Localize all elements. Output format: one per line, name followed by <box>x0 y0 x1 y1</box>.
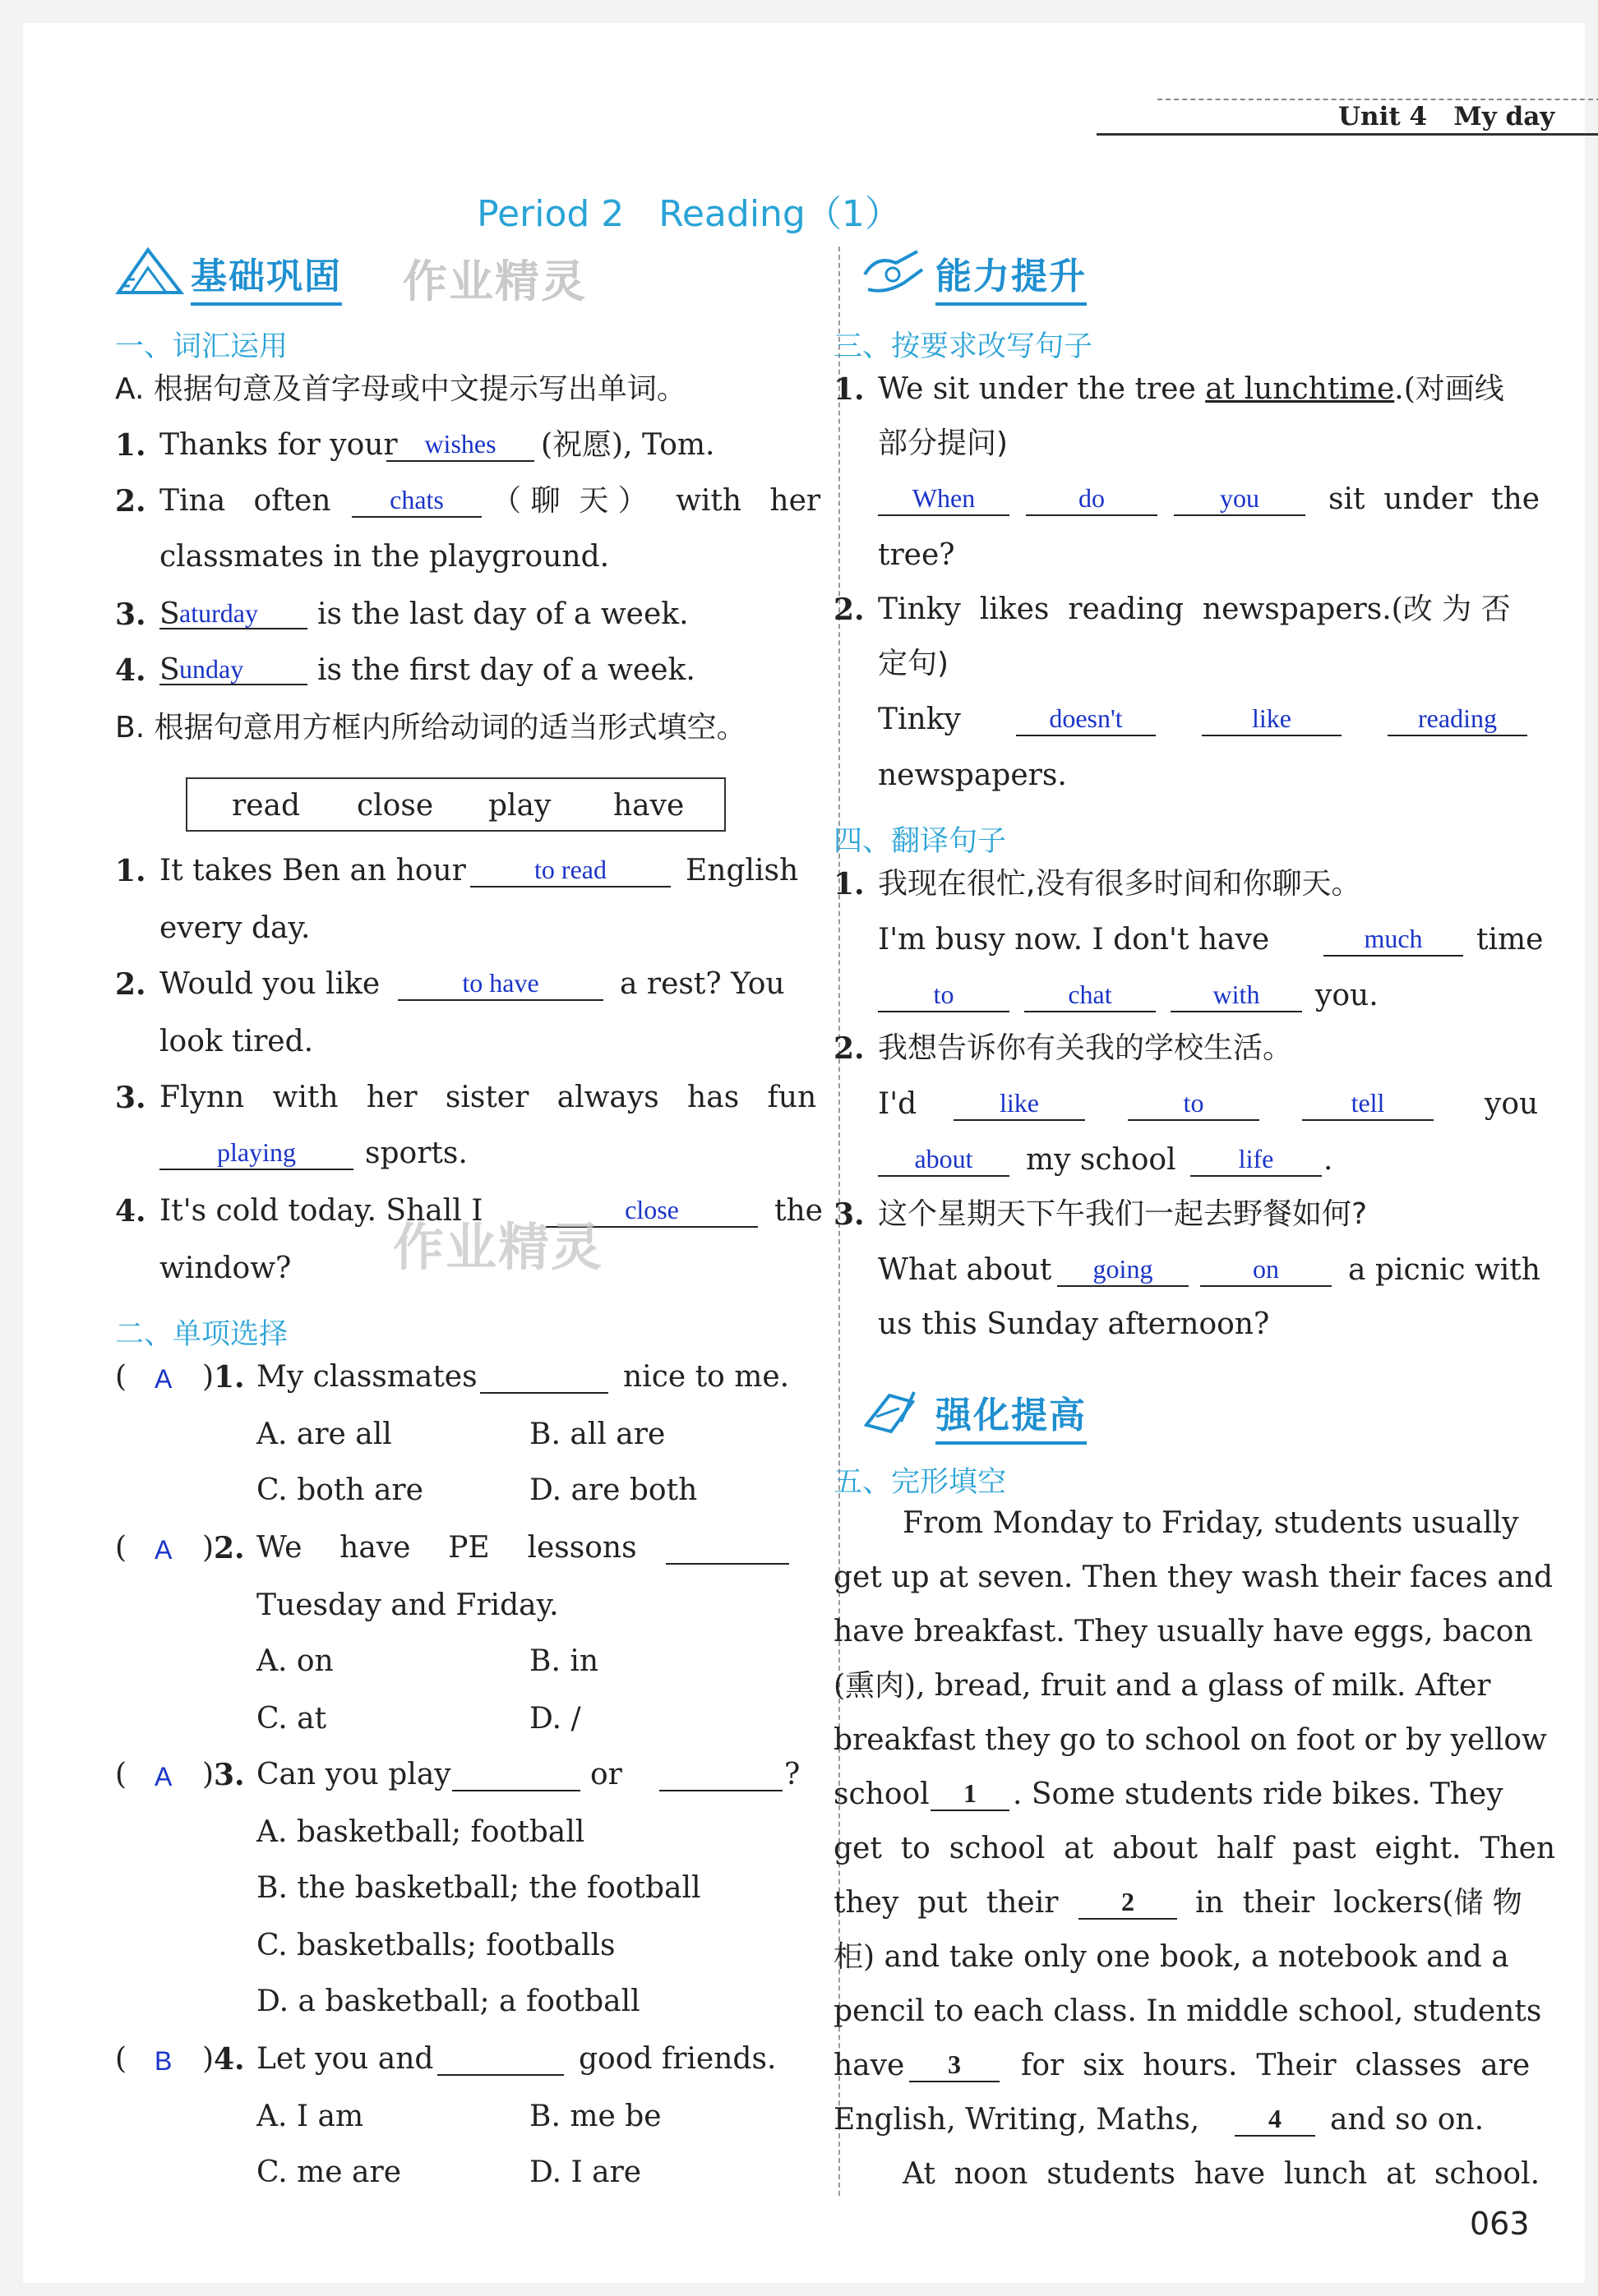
passage-line: school <box>834 1777 930 1811</box>
q-text: (祝愿), Tom. <box>541 428 715 462</box>
passage-line: for six hours. Their classes are <box>1021 2049 1531 2082</box>
answer-blank[interactable]: When <box>878 485 1009 516</box>
answer-blank[interactable]: on <box>1200 1256 1332 1287</box>
q-number: 2. <box>834 592 865 627</box>
option[interactable]: C. me are <box>256 2155 402 2189</box>
q-number: 2. <box>115 967 146 1002</box>
ruler-icon <box>115 245 184 297</box>
left-paren: ( <box>115 2042 127 2076</box>
option[interactable]: B. in <box>529 1644 599 1678</box>
q-number: 3. <box>115 1081 146 1115</box>
answer-blank[interactable]: tell <box>1302 1090 1434 1121</box>
q-number: 4. <box>115 1194 146 1229</box>
answer-blank <box>452 1760 580 1791</box>
section-title-strengthen: 强化提高 <box>935 1385 1087 1445</box>
strengthen-section-header <box>860 1379 1123 1440</box>
passage-line: breakfast they go to school on foot or by yellow <box>834 1723 1547 1757</box>
q-number: 4. <box>214 2042 245 2077</box>
q-text: It takes Ben an hour <box>159 854 466 888</box>
answer-blank[interactable]: much <box>1323 925 1463 957</box>
q-text: What about <box>878 1253 1052 1287</box>
answer-blank[interactable]: chats <box>352 486 482 518</box>
ability-section-header <box>860 240 1123 301</box>
passage-line: pencil to each class. In middle school, students <box>834 1994 1542 2028</box>
first-letter: S <box>159 653 180 687</box>
first-letter: S <box>159 597 180 631</box>
partB-instruction: B. 根据句意用方框内所给动词的适当形式填空。 <box>115 711 746 745</box>
q-text: us this Sunday afternoon? <box>878 1307 1270 1341</box>
q-text: Would you like <box>159 967 381 1001</box>
answer-blank[interactable]: to have <box>398 970 603 1001</box>
passage-line: (熏肉), bread, fruit and a glass of milk. After <box>834 1669 1491 1703</box>
passage-line: At noon students have lunch at school. <box>903 2157 1540 2191</box>
q-text: you. <box>1315 979 1379 1012</box>
answer-blank[interactable]: to <box>878 981 1009 1012</box>
passage-line: they put their <box>834 1886 1059 1920</box>
q-text: my school <box>1026 1143 1176 1177</box>
q-text: Tinky <box>878 703 961 736</box>
foundation-section-header <box>115 240 386 301</box>
passage-line: in their lockers(储 物 <box>1195 1886 1522 1920</box>
answer-blank[interactable]: close <box>546 1196 758 1228</box>
option[interactable]: B. the basketball; the football <box>256 1871 701 1905</box>
partA-instruction: A. 根据句意及首字母或中文提示写出单词。 <box>115 372 686 406</box>
q-text: Flynn with her sister always has fun <box>159 1081 817 1114</box>
book-pen-icon <box>860 1384 929 1436</box>
cloze-blank[interactable]: 1 <box>931 1780 1009 1811</box>
q-text: 定句) <box>878 647 949 680</box>
right-paren: ) <box>202 1360 215 1394</box>
choice-heading: 二、单项选择 <box>115 1318 289 1351</box>
q-text: look tired. <box>159 1025 314 1058</box>
choice-answer[interactable]: B <box>155 2046 173 2076</box>
option[interactable]: D. / <box>529 1702 581 1736</box>
section-title-foundation: 基础巩固 <box>191 247 342 306</box>
header-rule <box>1097 133 1598 136</box>
q-number: 1. <box>115 854 146 888</box>
q-text: is the last day of a week. <box>317 597 689 631</box>
answer-blank <box>659 1760 783 1791</box>
passage-line: 柜) and take only one book, a notebook and a <box>834 1940 1509 1974</box>
q-text: sit under the <box>1328 482 1540 516</box>
right-paren: ) <box>202 1531 215 1565</box>
answer-blank[interactable]: unday <box>159 656 307 685</box>
answer-blank[interactable]: to read <box>470 856 671 888</box>
header-dashed-rule <box>1157 99 1598 100</box>
watermark: 作业精灵 <box>403 256 587 307</box>
q-text: good friends. <box>579 2042 777 2076</box>
q-text: I'd <box>878 1087 917 1121</box>
q-text: 这个星期天下午我们一起去野餐如何? <box>878 1197 1368 1231</box>
passage-line: get to school at about half past eight. Then <box>834 1832 1556 1865</box>
q-text: I'm busy now. I don't have <box>878 923 1270 957</box>
rewrite-heading: 三、按要求改写句子 <box>834 330 1093 363</box>
q-text: time <box>1476 923 1544 957</box>
q-text: a rest? You <box>620 967 785 1001</box>
answer-blank <box>480 1362 608 1394</box>
box-word: play <box>488 789 552 823</box>
q-number: 2. <box>115 484 146 519</box>
translate-heading: 四、翻译句子 <box>834 825 1007 858</box>
answer-blank[interactable]: like <box>1202 705 1342 736</box>
q-text: window? <box>159 1252 292 1285</box>
q-text <box>878 372 1504 406</box>
q-number: 1. <box>214 1360 245 1395</box>
answer-blank[interactable]: doesn't <box>1016 705 1156 736</box>
q-text: or <box>590 1758 622 1791</box>
watermark: 作业精灵 <box>393 1217 604 1277</box>
q-text-part: .(对画线 <box>1394 372 1504 406</box>
cloze-heading: 五、完形填空 <box>834 1466 1007 1499</box>
answer-blank[interactable]: aturday <box>159 600 307 629</box>
option[interactable]: A. I am <box>256 2100 364 2133</box>
q-text: sports. <box>365 1136 468 1170</box>
q-number: 3. <box>214 1758 245 1792</box>
answer-blank[interactable]: life <box>1190 1146 1322 1177</box>
option[interactable]: B. all are <box>529 1418 666 1451</box>
unit-header <box>1338 102 1554 131</box>
left-paren: ( <box>115 1360 127 1394</box>
answer-blank[interactable]: like <box>954 1090 1085 1121</box>
answer-blank[interactable]: do <box>1026 485 1157 516</box>
q-text: the <box>774 1194 823 1228</box>
q-number: 3. <box>115 597 146 632</box>
q-text: 部分提问) <box>878 426 1009 460</box>
choice-answer[interactable]: A <box>155 1535 173 1565</box>
q-text: newspapers. <box>878 758 1067 792</box>
right-paren: ) <box>202 1758 215 1791</box>
passage-line: English, Writing, Maths, <box>834 2103 1200 2137</box>
option[interactable]: D. a basketball; a football <box>256 1985 640 2018</box>
passage-line: . Some students ride bikes. They <box>1013 1777 1503 1811</box>
box-word: close <box>357 789 434 823</box>
q-text: . <box>1323 1143 1333 1177</box>
option[interactable]: C. at <box>256 1702 327 1736</box>
passage-line: From Monday to Friday, students usually <box>903 1506 1519 1540</box>
option[interactable]: D. are both <box>529 1473 698 1507</box>
passage-line: get up at seven. Then they wash their faces and <box>834 1561 1554 1594</box>
q-text: nice to me. <box>623 1360 790 1394</box>
q-text: （ 聊 天 ） with her <box>492 484 821 518</box>
box-word: have <box>613 789 685 823</box>
q-text: tree? <box>878 538 955 572</box>
page-number: 063 <box>1470 2206 1530 2242</box>
left-paren: ( <box>115 1531 127 1565</box>
option[interactable]: B. me be <box>529 2100 662 2133</box>
q-text: 我想告诉你有关我的学校生活。 <box>878 1031 1293 1065</box>
q-number: 3. <box>834 1197 865 1232</box>
passage-line: have <box>834 2049 905 2082</box>
answer-blank[interactable]: chat <box>1024 981 1156 1012</box>
q-number: 2. <box>214 1531 245 1565</box>
passage-line: have breakfast. They usually have eggs, bacon <box>834 1615 1533 1648</box>
q-text: is the first day of a week. <box>317 653 695 687</box>
q-text: you <box>1485 1087 1539 1121</box>
left-paren: ( <box>115 1758 127 1791</box>
section-title-ability: 能力提升 <box>935 247 1087 306</box>
answer-blank[interactable]: to <box>1128 1090 1259 1121</box>
q-text: a picnic with <box>1348 1253 1540 1287</box>
q-text: Tinky likes reading newspapers.(改 为 否 <box>878 592 1511 626</box>
answer-blank[interactable]: reading <box>1388 705 1527 736</box>
worksheet-page <box>23 23 1585 2283</box>
option[interactable]: D. I are <box>529 2155 642 2189</box>
vocab-heading: 一、词汇运用 <box>115 330 289 363</box>
choice-answer[interactable]: A <box>155 1364 173 1394</box>
q-text: My classmates <box>256 1360 478 1394</box>
q-text: Tuesday and Friday. <box>256 1588 559 1622</box>
q-number: 4. <box>115 653 146 688</box>
option[interactable]: A. on <box>256 1644 334 1678</box>
q-text: English <box>686 854 799 888</box>
q-text: Tina often <box>159 484 331 518</box>
box-word: read <box>232 789 301 823</box>
option[interactable]: C. both are <box>256 1473 423 1507</box>
q-number: 1. <box>834 867 865 901</box>
q-text: It's cold today. Shall I <box>159 1194 483 1228</box>
q-text: Can you play <box>256 1758 451 1791</box>
option[interactable]: C. basketballs; footballs <box>256 1929 616 1962</box>
q-text-part: We sit under the tree <box>878 372 1206 406</box>
choice-answer[interactable]: A <box>155 1762 173 1791</box>
period-title: Period 2 Reading（1） <box>477 193 901 235</box>
answer-blank[interactable]: about <box>878 1146 1009 1177</box>
answer-blank[interactable]: wishes <box>386 431 534 462</box>
q-text: Thanks for your <box>159 428 398 462</box>
cloze-blank[interactable]: 4 <box>1235 2105 1315 2137</box>
unit-title: My day <box>1453 102 1555 131</box>
q-text: every day. <box>159 911 311 945</box>
cloze-blank[interactable]: 3 <box>909 2051 1000 2082</box>
word-box <box>186 777 726 832</box>
right-paren: ) <box>202 2042 215 2076</box>
q-text: Let you and <box>256 2042 434 2076</box>
answer-blank <box>437 2045 564 2076</box>
option[interactable]: A. basketball; football <box>256 1815 585 1849</box>
q-text: classmates in the playground. <box>159 540 610 574</box>
underlined-phrase: at lunchtime <box>1205 372 1395 406</box>
answer-blank[interactable]: with <box>1171 981 1302 1012</box>
hand-pen-icon <box>860 245 929 297</box>
q-number: 2. <box>834 1031 865 1066</box>
answer-blank[interactable]: playing <box>159 1139 353 1170</box>
q-number: 1. <box>834 372 865 407</box>
answer-blank[interactable]: you <box>1174 485 1305 516</box>
question-mark: ? <box>784 1758 801 1791</box>
q-text: We have PE lessons <box>256 1531 637 1565</box>
q-text: 我现在很忙,没有很多时间和你聊天。 <box>878 867 1361 901</box>
cloze-blank[interactable]: 2 <box>1078 1888 1177 1920</box>
option[interactable]: A. are all <box>256 1418 392 1451</box>
answer-blank[interactable]: going <box>1057 1256 1189 1287</box>
passage-line: and so on. <box>1330 2103 1485 2137</box>
answer-blank <box>666 1533 789 1565</box>
unit-label: Unit 4 <box>1338 102 1428 131</box>
q-number: 1. <box>115 428 146 463</box>
